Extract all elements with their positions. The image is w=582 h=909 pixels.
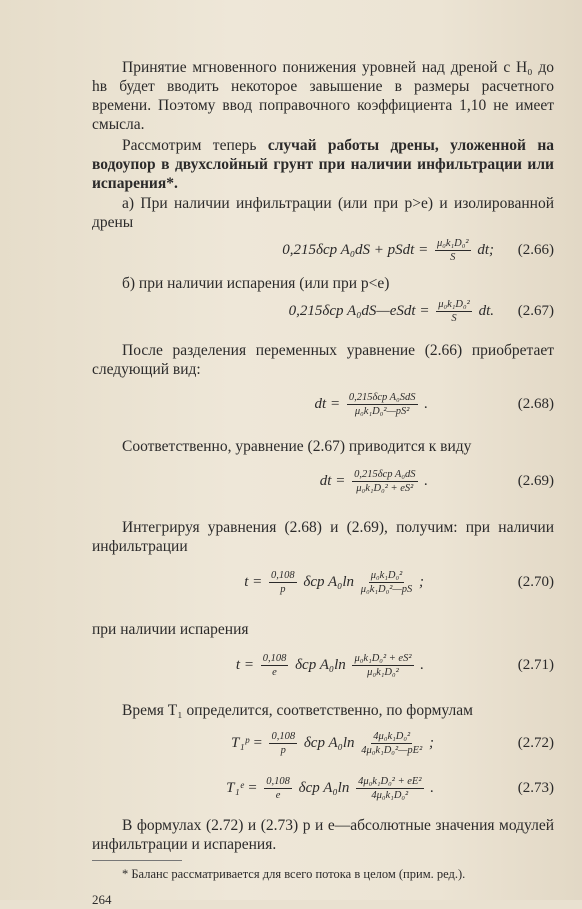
equation-2-66: 0,215δcp A₀dS + pSdt = $\frac{\text{μ₀k₁D₀²}}{S}$ dt; (2.66) — [282, 237, 554, 263]
equation-2-71: t = $\frac{0,108}{e}$ δcp A₀ln $\frac{\text{μ₀k₁D₀² + eS²}}{\text{μ₀k₁D₀²}}$ . (2.71) — [235, 652, 554, 678]
equation-2-68: dt = $\frac{\text{0,215δcp A₀SdS}}{\text{μ₀k₁D₀²—pS²}}$ . (2.68) — [314, 391, 554, 417]
equation-2-69: dt = $\frac{\text{0,215δcp A₀dS}}{\text{μ₀k₁D₀² + eS²}}$ . (2.69) — [319, 468, 554, 494]
paragraph-7: Интегрируя уравнения (2.68) и (2.69), получим: при наличии инфильтрации — [92, 519, 554, 555]
paragraph-3: а) При наличии инфильтрации (или при p>e) и изолированной дрены — [92, 195, 554, 231]
paragraph-5: После разделения переменных уравнение (2.66) приобретает следующий вид: — [92, 342, 554, 378]
equation-number: (2.67) — [517, 302, 554, 319]
paragraph-4: б) при наличии испарения (или при p<e) — [122, 275, 390, 292]
paragraph-8: при наличии испарения — [92, 621, 249, 638]
equation-number: (2.68) — [517, 395, 554, 412]
equation-2-67: 0,215δcp A₀dS—eSdt = $\frac{\text{μ₀k₁D₀²}}{S}$ dt. (2.67) — [288, 298, 554, 324]
paragraph-2: Рассмотрим теперь случай работы дрены, уложенной на водоупор в двухслойный грунт при наличии инфильтрации или испарения*. — [92, 137, 555, 192]
footnote: * Баланс рассматривается для всего потока в целом (прим. ред.). — [122, 867, 466, 881]
equation-2-73: T₁ᵉ = $\frac{0,108}{e}$ δcp A₀ln $\frac{\text{4μ₀k₁D₀² + eE²}}{\text{4μ₀k₁D₀²}}$ . (2.73) — [226, 775, 554, 801]
paragraph-10: В формулах (2.72) и (2.73) p и e—абсолютные значения модулей инфильтрации и испарения. — [92, 817, 554, 853]
equation-number: (2.71) — [517, 656, 554, 673]
equation-2-70: t = $\frac{0,108}{p}$ δcp A₀ln $\frac{\text{μ₀k₁D₀²}}{\text{μ₀k₁D₀²—pS}}$ ; (2.70) — [244, 569, 554, 595]
page-content — [92, 58, 554, 909]
footnote-rule — [92, 860, 182, 861]
equation-number: (2.73) — [517, 779, 554, 796]
equation-2-72: T₁ᵖ = $\frac{0,108}{p}$ δcp A₀ln $\frac{\text{4μ₀k₁D₀²}}{\text{4μ₀k₁D₀²—pE²}}$ ; (2.72) — [231, 730, 554, 756]
page-number: 264 — [92, 892, 112, 907]
equation-number: (2.70) — [517, 573, 554, 590]
paragraph-6: Соответственно, уравнение (2.67) приводится к виду — [122, 438, 472, 455]
equation-number: (2.66) — [517, 241, 554, 258]
paragraph-9: Время T₁ определится, соответственно, по формулам — [122, 702, 473, 719]
paragraph-1: Принятие мгновенного понижения уровней над дреной с H₀ до hв будет вводить некоторое завышение в размеры расчетного времени. Поэтому ввод поправочного коэффициента 1,10 не имеет смысла. — [92, 59, 554, 133]
equation-number: (2.72) — [517, 734, 554, 751]
equation-number: (2.69) — [517, 472, 554, 489]
